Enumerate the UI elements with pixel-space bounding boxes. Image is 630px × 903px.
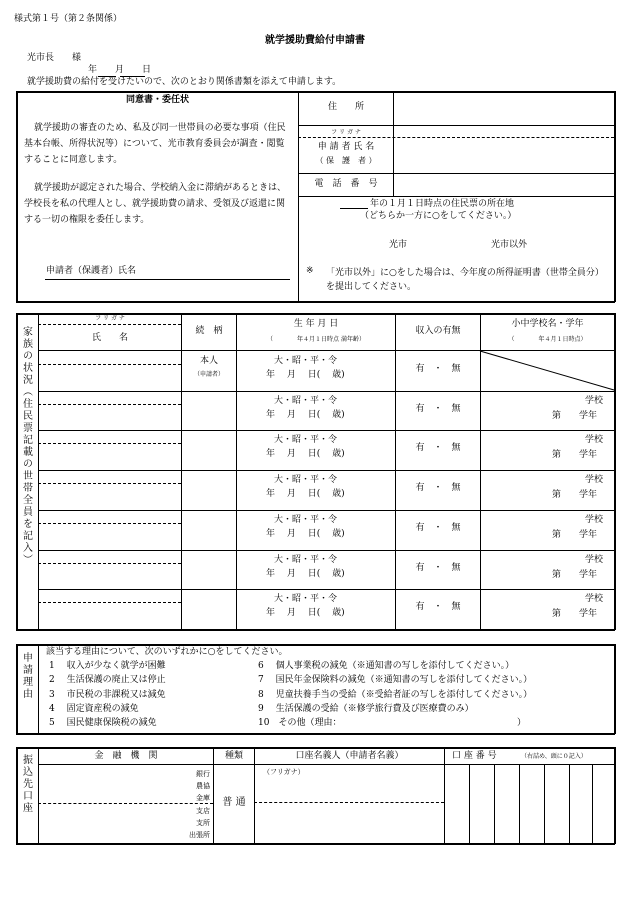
bank-side-label: 振込先口座	[20, 754, 32, 814]
birth-date[interactable]: 年 月 日( 歳)	[266, 608, 345, 619]
birth-date[interactable]: 年 月 日( 歳)	[266, 449, 345, 460]
col-name: 氏 名	[91, 333, 128, 343]
member-name-field[interactable]	[40, 445, 180, 468]
family-side-label: 家族の状況（住民票記載の世帯全員を記入）	[20, 326, 32, 566]
school-name-field[interactable]	[482, 512, 582, 527]
residence-question: 年の１月１日時点の住民票の所在地	[370, 199, 515, 209]
reason-item[interactable]: 6 個人事業税の減免（※通知書の写しを添付してください。）	[258, 661, 515, 671]
birth-date[interactable]: 年 月 日( 歳)	[266, 568, 345, 579]
era-options[interactable]: 大・昭・平・令	[274, 475, 338, 486]
reasons-side-label: 申請理由	[20, 652, 32, 700]
school-name-field[interactable]	[482, 552, 582, 567]
institution-types-bottom	[140, 805, 210, 841]
relation-field[interactable]	[183, 432, 235, 468]
reason-item[interactable]: 2 生活保護の廃止又は停止	[49, 675, 166, 686]
school-suffix: 学校	[585, 435, 604, 446]
institution-types-top	[140, 768, 210, 804]
income-options[interactable]: 有 ・ 無	[415, 364, 461, 374]
holder-name-field[interactable]	[256, 805, 442, 842]
intro-text: 就学援助費の給付を受けたいので、次のとおり関係書類を添えて申請します。	[27, 77, 342, 87]
member-furigana-field[interactable]	[40, 352, 180, 363]
reason-item[interactable]: 7 国民年金保険料の減免（※通知書の写しを添付してください。）	[258, 675, 533, 686]
reason-item[interactable]: 9 生活保護の受給（※修学旅行費及び医療費のみ）	[258, 703, 474, 714]
form-number: 様式第１号（第２条関係）	[14, 14, 123, 24]
branch-type: 支店	[196, 807, 210, 815]
note-mark: ※	[306, 266, 314, 276]
era-options[interactable]: 大・昭・平・令	[274, 395, 338, 406]
school-suffix: 学校	[585, 514, 604, 525]
member-name-field[interactable]	[40, 565, 180, 588]
member-name-field[interactable]	[40, 366, 180, 389]
relation-field[interactable]	[183, 591, 235, 627]
addressee: 光市長 様	[27, 53, 82, 63]
income-options[interactable]: 有 ・ 無	[415, 483, 461, 494]
grade-text: 第 学年	[552, 529, 598, 540]
account-type: 普 通	[222, 797, 246, 808]
relation-field[interactable]	[183, 512, 235, 548]
consent-paragraph-2: 就学援助が認定された場合、学校納入金に滞納があるときは、学校長を私の代理人とし、就学援助費の請求、受領及び返還に関する一切の権限を委任します。	[24, 183, 287, 225]
member-furigana-field[interactable]	[40, 431, 180, 442]
agri-coop-type: 農協	[196, 782, 210, 790]
grade-text: 第 学年	[552, 490, 598, 501]
school-suffix: 学校	[585, 554, 604, 565]
col-birth-sub: （ 年４月１日時点 満年齢）	[267, 336, 365, 343]
era-options[interactable]: 大・昭・平・令	[274, 554, 338, 565]
col-holder: 口座名義人（申請者名義）	[295, 751, 404, 761]
school-suffix: 学校	[585, 475, 604, 486]
application-date[interactable]: 年 月 日	[88, 65, 152, 75]
grade-text: 第 学年	[552, 450, 598, 461]
col-relation: 続 柄	[195, 326, 223, 336]
credit-union-type: 金庫	[196, 794, 210, 802]
member-name-field[interactable]	[40, 406, 180, 429]
birth-date[interactable]: 年 月 日( 歳)	[266, 409, 345, 420]
school-suffix: 学校	[585, 395, 604, 406]
col-type: 種類	[224, 751, 243, 761]
reason-item[interactable]: 10 その他（理由： ）	[258, 718, 526, 729]
furigana-field[interactable]	[394, 126, 614, 137]
era-options[interactable]: 大・昭・平・令	[274, 594, 338, 605]
address-label: 住 所	[327, 102, 364, 112]
col-school-sub: （ 年４月１日時点）	[508, 336, 587, 343]
form-title: 就学援助費給付申請書	[265, 35, 365, 46]
col-number-note: （右詰め、頭に０記入）	[521, 753, 587, 760]
era-options[interactable]: 大・昭・平・令	[274, 514, 338, 525]
school-name-field[interactable]	[482, 591, 582, 606]
col-number: 口 座 番 号	[452, 751, 497, 761]
signature-line[interactable]	[45, 279, 290, 280]
school-name-field[interactable]	[482, 432, 582, 447]
birth-date[interactable]: 年 月 日( 歳)	[266, 528, 345, 539]
member-furigana-field[interactable]	[40, 511, 180, 522]
income-options[interactable]: 有 ・ 無	[415, 443, 461, 454]
income-options[interactable]: 有 ・ 無	[415, 562, 461, 573]
col-birth: 生 年 月 日	[293, 319, 339, 329]
member-name-field[interactable]	[40, 485, 180, 508]
member-furigana-field[interactable]	[40, 392, 180, 403]
sub-branch-type: 支所	[196, 819, 210, 827]
option-outside-hikari[interactable]: 光市以外	[491, 240, 528, 250]
relation-field[interactable]	[183, 393, 235, 429]
furigana-label: フ リ ガ ナ	[331, 129, 361, 136]
reason-item[interactable]: 8 児童扶養手当の受給（※受給者証の写しを添付してください。）	[258, 689, 533, 700]
reason-item[interactable]: 1 収入が少なく就学が困難	[49, 661, 166, 671]
grade-text: 第 学年	[552, 609, 598, 620]
account-number-field[interactable]	[445, 765, 614, 843]
consent-title: 同意書・委任状	[125, 95, 189, 105]
bank-name-field[interactable]	[40, 766, 140, 802]
office-type: 出張所	[189, 831, 210, 839]
birth-date[interactable]: 年 月 日( 歳)	[266, 489, 345, 500]
era-options[interactable]: 大・昭・平・令	[274, 356, 338, 366]
member-furigana-field[interactable]	[40, 551, 180, 562]
grade-text: 第 学年	[552, 410, 598, 421]
relation-field[interactable]	[183, 552, 235, 588]
reason-item[interactable]: 5 国民健康保険税の減免	[49, 718, 157, 729]
school-name-field[interactable]	[482, 393, 582, 408]
income-options[interactable]: 有 ・ 無	[415, 602, 461, 613]
reason-item[interactable]: 4 固定資産税の減免	[49, 703, 139, 714]
relation-field[interactable]	[183, 472, 235, 508]
col-institution: 金 融 機 関	[94, 751, 158, 761]
guardian-label: （ 保 護 者 ）	[315, 156, 377, 165]
phone-field[interactable]	[394, 174, 614, 196]
member-name-field[interactable]	[40, 525, 180, 548]
applicant-name-field[interactable]	[394, 138, 614, 173]
school-name-field[interactable]	[482, 472, 582, 487]
address-field[interactable]	[394, 92, 614, 125]
col-furigana: フ リ ガ ナ	[95, 315, 125, 322]
self-sub-label: （申請者）	[193, 371, 224, 378]
bank-type: 銀行	[196, 770, 210, 778]
reason-item[interactable]: 3 市民税の非課税又は減免	[49, 689, 166, 700]
era-options[interactable]: 大・昭・平・令	[274, 435, 338, 446]
consent-paragraph-1: 就学援助の審査のため、私及び同一世帯員の必要な事項（住民基本台帳、所得状況等）について、光市教育委員会が調査・閲覧することに同意します。	[24, 123, 286, 165]
residence-hint: （どちらか一方に○をしてください。）	[360, 211, 517, 221]
income-options[interactable]: 有 ・ 無	[415, 522, 461, 533]
col-income: 収入の有無	[415, 326, 461, 336]
reasons-intro: 該当する理由について、次のいずれかに○をしてください。	[46, 647, 288, 657]
applicant-name-label: 申 請 者 氏 名	[317, 142, 375, 152]
holder-furigana-field[interactable]	[256, 778, 442, 801]
col-school: 小中学校名・学年	[511, 319, 584, 329]
option-hikari[interactable]: 光市	[389, 240, 408, 250]
member-furigana-field[interactable]	[40, 471, 180, 482]
school-suffix: 学校	[585, 594, 604, 605]
branch-name-field[interactable]	[40, 805, 140, 842]
birth-date[interactable]: 年 月 日( 歳)	[266, 370, 345, 380]
income-options[interactable]: 有 ・ 無	[415, 403, 461, 414]
holder-furigana: （フリガナ）	[263, 768, 305, 776]
member-furigana-field[interactable]	[40, 590, 180, 601]
note-text: 「光市以外」に○をした場合は、今年度の所得証明書（世帯全員分）を提出してください。	[326, 268, 604, 292]
signature-label: 申請者（保護者）氏名	[46, 266, 137, 276]
member-name-field[interactable]	[40, 604, 180, 627]
phone-label: 電 話 番 号	[314, 179, 378, 189]
self-label: 本人	[199, 356, 218, 366]
grade-text: 第 学年	[552, 569, 598, 580]
